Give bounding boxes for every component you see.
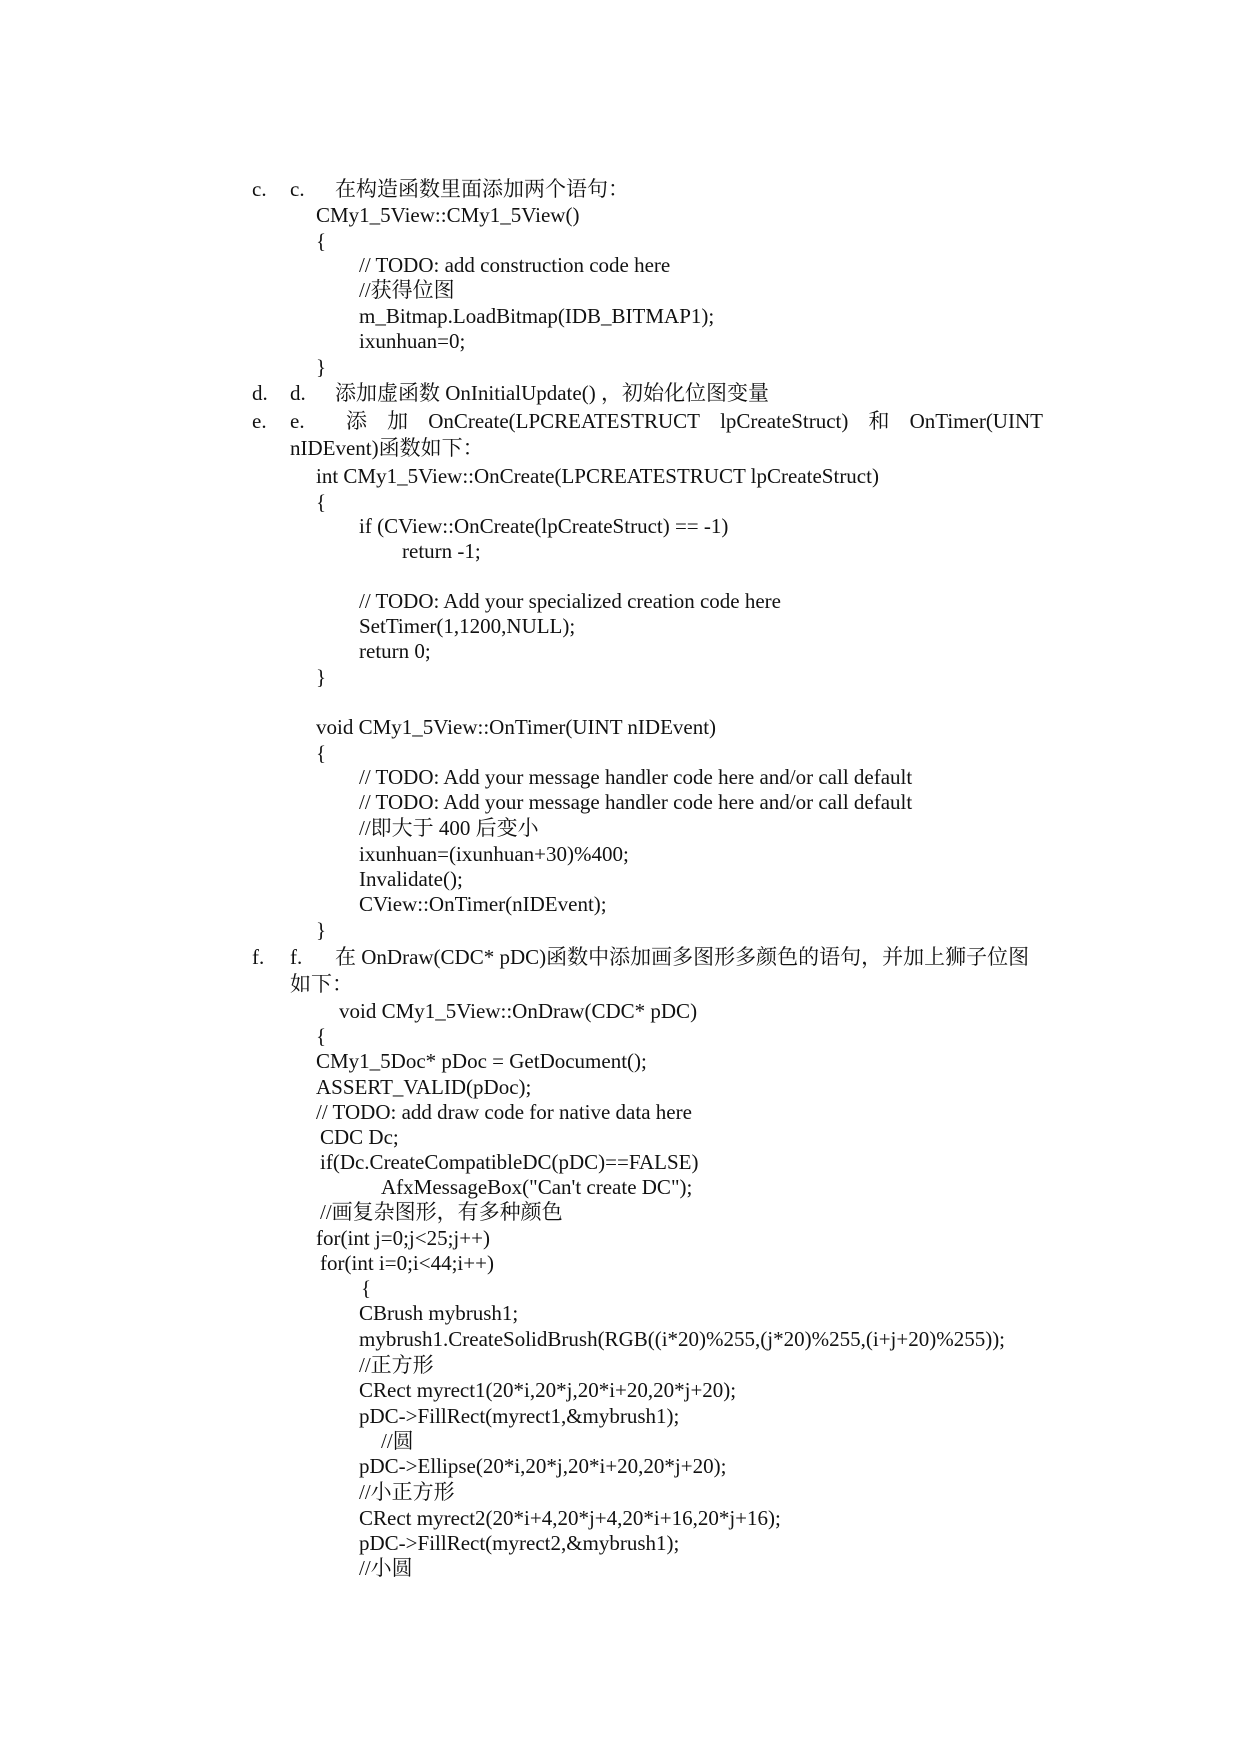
code-line: // TODO: Add your message handler code here and/or call default xyxy=(359,790,913,814)
code-line: //获得位图 xyxy=(359,278,455,302)
code-line: { xyxy=(316,490,327,514)
code-line: // TODO: add draw code for native data here xyxy=(316,1100,692,1124)
section-e-heading xyxy=(346,408,1043,434)
section-f-heading: 在 OnDraw(CDC* pDC)函数中添加画多图形多颜色的语句，并加上狮子位图 xyxy=(335,945,1030,969)
code-line: ixunhuan=(ixunhuan+30)%400; xyxy=(359,842,629,866)
code-line: CBrush mybrush1; xyxy=(359,1301,519,1325)
heading-word: OnCreate(LPCREATESTRUCT xyxy=(428,409,700,433)
section-e-heading-cont: nIDEvent)函数如下： xyxy=(290,436,484,460)
code-line: AfxMessageBox("Can't create DC"); xyxy=(381,1175,693,1199)
code-line: pDC->FillRect(myrect1,&mybrush1); xyxy=(359,1404,680,1428)
code-line: { xyxy=(361,1276,372,1300)
code-line: //正方形 xyxy=(359,1353,434,1377)
code-line: { xyxy=(316,229,327,253)
code-line: ASSERT_VALID(pDoc); xyxy=(316,1075,532,1099)
section-f-inner-label: f. xyxy=(290,945,303,969)
code-line: //小圆 xyxy=(359,1556,413,1580)
code-line: { xyxy=(316,741,327,765)
code-line: CView::OnTimer(nIDEvent); xyxy=(359,892,607,916)
section-f-heading-cont: 如下： xyxy=(290,972,353,996)
code-line: CMy1_5View::CMy1_5View() xyxy=(316,203,580,227)
code-line: return -1; xyxy=(402,539,481,563)
code-line: int CMy1_5View::OnCreate(LPCREATESTRUCT lpCreateStruct) xyxy=(316,464,879,488)
heading-word: 加 xyxy=(387,409,409,433)
code-line: Invalidate(); xyxy=(359,867,463,891)
section-f-outer-label: f. xyxy=(252,945,265,969)
code-line: ixunhuan=0; xyxy=(359,329,466,353)
code-line: SetTimer(1,1200,NULL); xyxy=(359,614,576,638)
code-line: CMy1_5Doc* pDoc = GetDocument(); xyxy=(316,1049,647,1073)
code-line: return 0; xyxy=(359,639,431,663)
code-line: for(int i=0;i<44;i++) xyxy=(320,1251,494,1275)
code-line: if (CView::OnCreate(lpCreateStruct) == -1) xyxy=(359,514,729,538)
section-c-heading: 在构造函数里面添加两个语句： xyxy=(335,177,629,201)
section-d-heading: 添加虚函数 OnInitialUpdate() ，初始化位图变量 xyxy=(335,381,769,405)
code-line: // TODO: Add your message handler code here and/or call default xyxy=(359,765,913,789)
section-c-outer-label: c. xyxy=(252,177,267,201)
code-line: { xyxy=(316,1024,327,1048)
code-line: //画复杂图形，有多种颜色 xyxy=(320,1200,563,1224)
code-line: pDC->Ellipse(20*i,20*j,20*i+20,20*j+20); xyxy=(359,1454,727,1478)
code-line: m_Bitmap.LoadBitmap(IDB_BITMAP1); xyxy=(359,304,715,328)
code-line: for(int j=0;j<25;j++) xyxy=(316,1226,490,1250)
code-line: CRect myrect2(20*i+4,20*j+4,20*i+16,20*j+16); xyxy=(359,1506,781,1530)
section-e-outer-label: e. xyxy=(252,409,267,433)
code-line: mybrush1.CreateSolidBrush(RGB((i*20)%255,(j*20)%255,(i+j+20)%255)); xyxy=(359,1327,1006,1351)
code-line: //圆 xyxy=(381,1429,414,1453)
code-line: CDC Dc; xyxy=(320,1125,399,1149)
heading-word: lpCreateStruct) xyxy=(720,409,849,433)
code-line: CRect myrect1(20*i,20*j,20*i+20,20*j+20); xyxy=(359,1378,737,1402)
code-line: // TODO: add construction code here xyxy=(359,253,671,277)
code-line: } xyxy=(316,918,327,942)
section-d-outer-label: d. xyxy=(252,381,268,405)
code-line: //小正方形 xyxy=(359,1480,455,1504)
code-line: pDC->FillRect(myrect2,&mybrush1); xyxy=(359,1531,680,1555)
heading-word: OnTimer(UINT xyxy=(909,409,1043,433)
code-line: // TODO: Add your specialized creation code here xyxy=(359,589,781,613)
section-d-inner-label: d. xyxy=(290,381,306,405)
section-e-inner-label: e. xyxy=(290,409,305,433)
code-line: } xyxy=(316,355,327,379)
code-line: if(Dc.CreateCompatibleDC(pDC)==FALSE) xyxy=(320,1150,699,1174)
code-line: } xyxy=(316,665,327,689)
section-c-inner-label: c. xyxy=(290,177,305,201)
code-line: void CMy1_5View::OnTimer(UINT nIDEvent) xyxy=(316,715,717,739)
code-line: void CMy1_5View::OnDraw(CDC* pDC) xyxy=(339,999,698,1023)
heading-word: 和 xyxy=(868,409,890,433)
code-line: //即大于 400 后变小 xyxy=(359,816,539,840)
heading-word: 添 xyxy=(346,409,367,433)
